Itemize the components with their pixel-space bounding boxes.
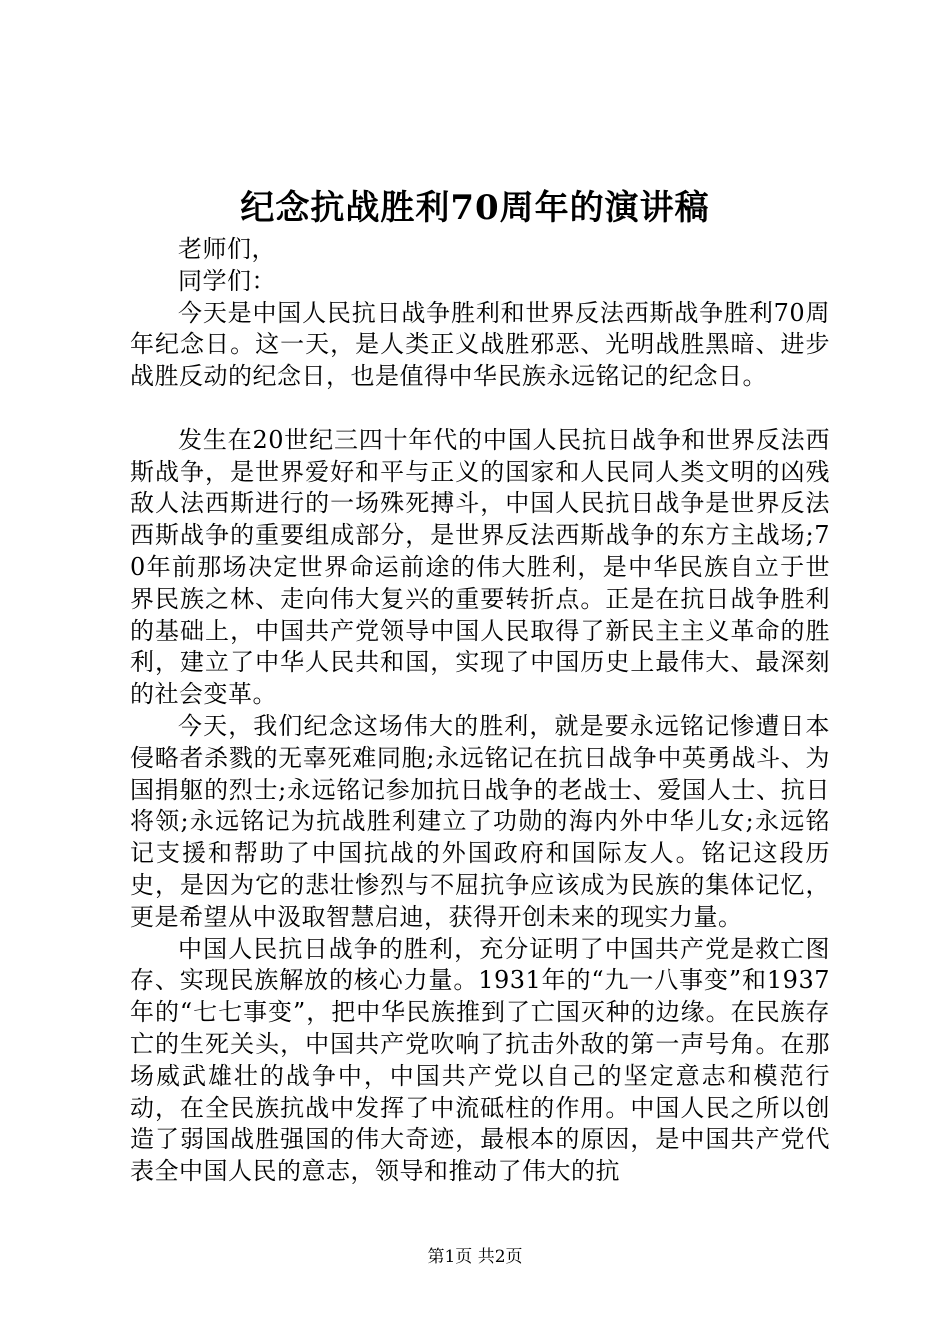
paragraph-3: 今天，我们纪念这场伟大的胜利，就是要永远铭记惨遭日本侵略者杀戮的无辜死难同胞;永远铭记在抗日战争中英勇战斗、为国捐躯的烈士;永远铭记参加抗日战争的老战士、爱国人士、抗日将领;永远铭记为抗战胜利建立了功勋的海内外中华儿女;永远铭记支援和帮助了中国抗战的外国政府和国际友人。铭记这段历史，是因为它的悲壮惨烈与不屈抗争应该成为民族的集体记忆，更是希望从中汲取智慧启迪，获得开创未来的现实力量。 bbox=[130, 711, 830, 931]
paragraph-1: 今天是中国人民抗日战争胜利和世界反法西斯战争胜利70周年纪念日。这一天，是人类正义战胜邪恶、光明战胜黑暗、进步战胜反动的纪念日，也是值得中华民族永远铭记的纪念日。 bbox=[130, 298, 830, 391]
page-footer: 第1页 共2页 bbox=[427, 1247, 523, 1267]
paragraph-4: 中国人民抗日战争的胜利，充分证明了中国共产党是救亡图存、实现民族解放的核心力量。1931年的“九一八事变”和1937年的“七七事变”，把中华民族推到了亡国灭种的边缘。在民族存亡的生死关头，中国共产党吹响了抗击外敌的第一声号角。在那场威武雄壮的战争中，中国共产党以自己的坚定意志和模范行动，在全民族抗战中发挥了中流砥柱的作用。中国人民之所以创造了弱国战胜强国的伟大奇迹，最根本的原因，是中国共产党代表全中国人民的意志，领导和推动了伟大的抗 bbox=[130, 934, 830, 1186]
salutation-students: 同学们： bbox=[178, 266, 276, 295]
document-body bbox=[130, 234, 830, 1188]
salutation-teachers: 老师们， bbox=[178, 235, 276, 263]
document-title: 纪念抗战胜利70周年的演讲稿 bbox=[240, 188, 710, 228]
paragraph-2: 发生在20世纪三四十年代的中国人民抗日战争和世界反法西斯战争，是世界爱好和平与正义的国家和人民同人类文明的凶残敌人法西斯进行的一场殊死搏斗，中国人民抗日战争是世界反法西斯战争的重要组成部分，是世界反法西斯战争的东方主战场;70年前那场决定世界命运前途的伟大胜利，是中华民族自立于世界民族之林、走向伟大复兴的重要转折点。正是在抗日战争胜利的基础上，中国共产党领导中国人民取得了新民主主义革命的胜利，建立了中华人民共和国，实现了中国历史上最伟大、最深刻的社会变革。 bbox=[130, 425, 830, 709]
